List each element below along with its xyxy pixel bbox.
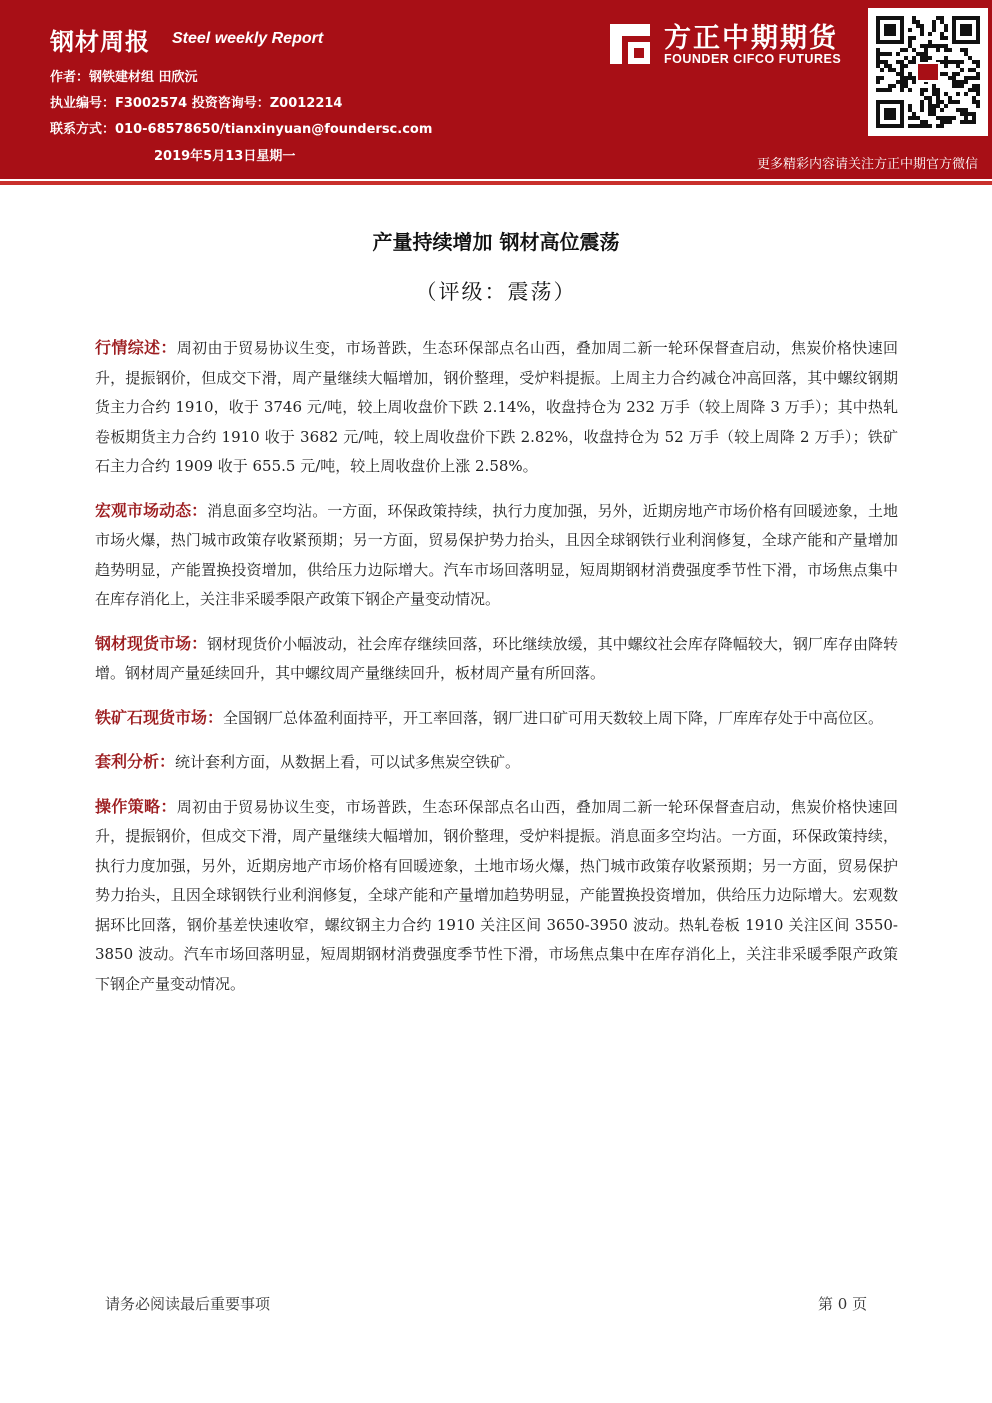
section-text: 消息面多空均沾。一方面，环保政策持续，执行力度加强，另外，近期房地产市场价格有回暖迹象，土地市场火爆，热门城市政策存收紧预期；另一方面，贸易保护势力抬头，且因全球钢铁行业利润修复，全球产能和产量增加趋势明显，产能置换投资增加，供给压力边际增大。汽车市场回落明显，短周期钢材消费强度季节性下滑，市场焦点集中在库存消化上，关注非采暖季限产政策下钢企产量变动情况。 bbox=[95, 501, 898, 608]
section-strategy bbox=[95, 792, 898, 1000]
section-text: 周初由于贸易协议生变，市场普跌，生态环保部点名山西，叠加周二新一轮环保督查启动，焦炭价格快速回升，提振钢价，但成交下滑，周产量继续大幅增加，钢价整理，受炉料提振。上周主力合约减仓冲高回落，其中螺纹钢期货主力合约 1910，收于 3746 元/吨，较上周收盘价下跌 2.14%，收盘持仓为 232 万手（较上周降 3 万手）；其中热轧卷板期货主力合约 1910 收于 3682 元/吨，较上周收盘价下跌 2.82%，收盘持仓为 52 万手（较上周降 2 万手）；铁矿石主力合约 1909 收于 655.5 元/吨，较上周收盘价上涨 2.58%。 bbox=[95, 339, 898, 475]
footer-notice: 请务必阅读最后重要事项 bbox=[105, 1295, 271, 1313]
founder-logo-icon bbox=[608, 22, 652, 66]
section-label: 宏观市场动态： bbox=[95, 500, 208, 520]
section-label: 操作策略： bbox=[95, 796, 177, 816]
report-title: 钢材周报 bbox=[50, 28, 150, 56]
header-divider-accent bbox=[0, 181, 992, 185]
section-steel-spot bbox=[95, 629, 898, 689]
report-date: 2019年5月13日星期一 bbox=[154, 149, 296, 164]
license-line: 执业编号：F3002574 投资咨询号：Z0012214 bbox=[50, 96, 343, 111]
section-arbitrage bbox=[95, 747, 898, 778]
section-text: 周初由于贸易协议生变，市场普跌，生态环保部点名山西，叠加周二新一轮环保督查启动，焦炭价格快速回升，提振钢价，但成交下滑，周产量继续大幅增加，钢价整理，受炉料提振。消息面多空均沾。一方面，环保政策持续，执行力度加强，另外，近期房地产市场价格有回暖迹象，土地市场火爆，热门城市政策存收紧预期；另一方面，贸易保护势力抬头，且因全球钢铁行业利润修复，全球产能和产量增加趋势明显，产能置换投资增加，供给压力边际增大。宏观数据环比回落，钢价基差快速收窄，螺纹钢主力合约 1910 关注区间 3650-3950 波动。热轧卷板 1910 关注区间 3550-3850 波动。汽车市场回落明显，短周期钢材消费强度季节性下滑，市场焦点集中在库存消化上，关注非采暖季限产政策下钢企产量变动情况。 bbox=[95, 797, 898, 993]
section-text: 全国钢厂总体盈利面持平，开工率回落，钢厂进口矿可用天数较上周下降，厂库库存处于中高位区。 bbox=[223, 708, 884, 727]
section-label: 行情综述： bbox=[95, 338, 177, 357]
document-title: 产量持续增加 钢材高位震荡 bbox=[372, 230, 620, 254]
section-macro bbox=[95, 496, 898, 615]
wechat-qr-code-icon bbox=[868, 8, 988, 136]
report-title-en: Steel weekly Report bbox=[172, 30, 324, 47]
brand-name-en: FOUNDER CIFCO FUTURES bbox=[664, 52, 842, 66]
page-number: 第 0 页 bbox=[818, 1295, 868, 1313]
author-line: 作者：钢铁建材组 田欣沅 bbox=[50, 70, 198, 85]
section-text: 钢材现货价小幅波动，社会库存继续回落，环比继续放缓，其中螺纹社会库存降幅较大，钢厂库存由降转增。钢材周产量延续回升，其中螺纹周产量继续回升，板材周产量有所回落。 bbox=[95, 634, 898, 682]
brand-name: 方正中期期货 bbox=[664, 23, 838, 54]
header-divider bbox=[0, 176, 992, 179]
section-label: 铁矿石现货市场： bbox=[95, 707, 224, 727]
section-iron-ore-spot bbox=[95, 703, 898, 734]
section-market-overview bbox=[95, 333, 898, 482]
report-body bbox=[95, 333, 898, 1013]
section-text: 统计套利方面，从数据上看，可以试多焦炭空铁矿。 bbox=[175, 753, 521, 771]
rating-label: （评级：震荡） bbox=[415, 280, 577, 304]
section-label: 钢材现货市场： bbox=[95, 633, 208, 653]
follow-wechat-text: 更多精彩内容请关注方正中期官方微信 bbox=[756, 157, 978, 172]
contact-line[interactable]: 联系方式：010-68578650/tianxinyuan@foundersc.com bbox=[50, 122, 433, 137]
section-label: 套利分析： bbox=[95, 752, 176, 771]
